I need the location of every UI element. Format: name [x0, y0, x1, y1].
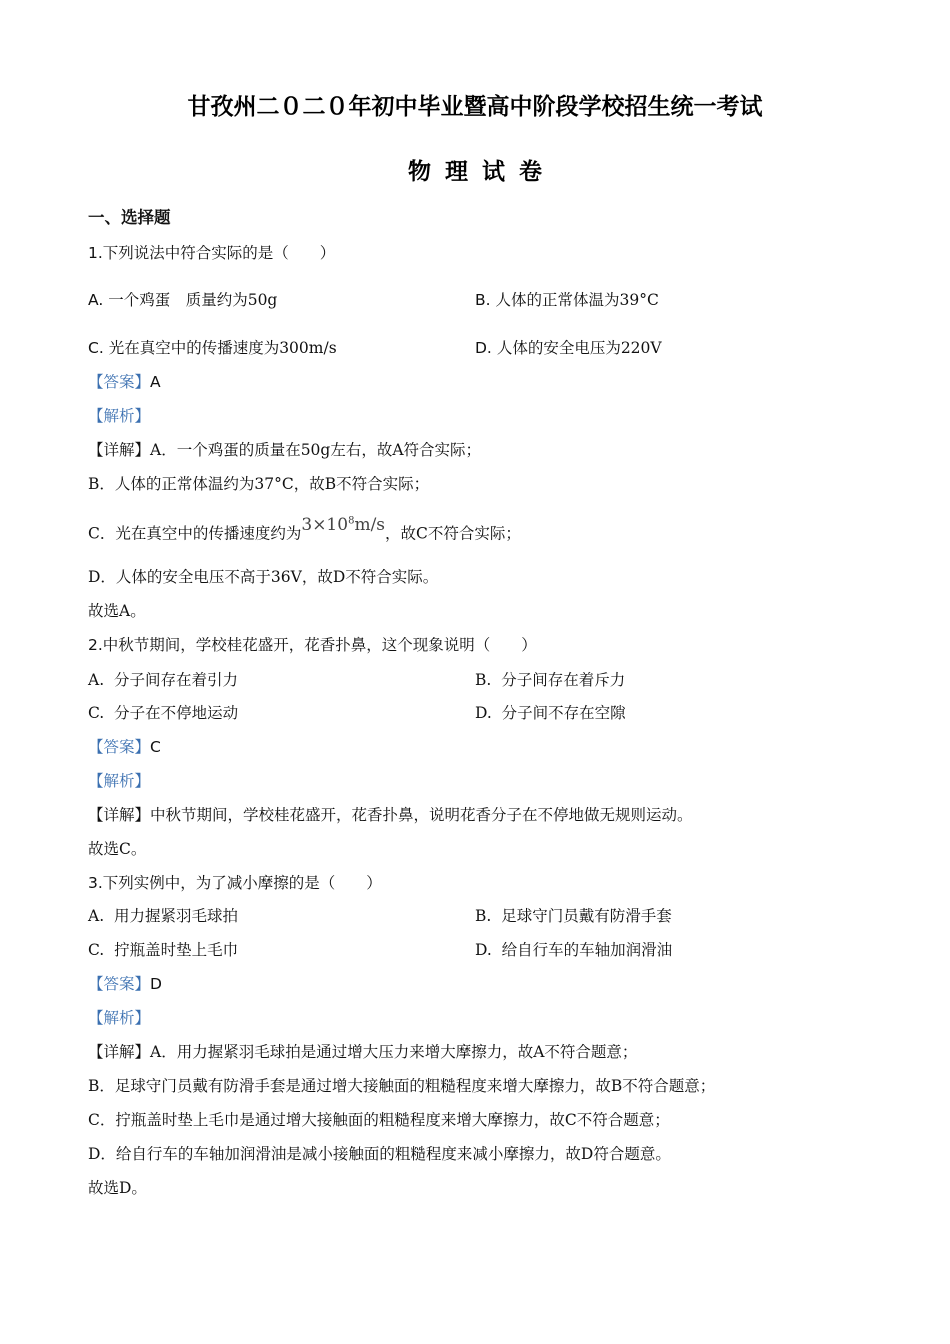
formula-unit: m/s	[354, 514, 386, 535]
question-1-analysis-tag	[88, 406, 150, 426]
option-text: 人体的安全电压为220V	[496, 339, 662, 357]
question-2-option-c	[88, 703, 238, 723]
question-2-analysis-tag	[88, 771, 150, 791]
question-3-option-c	[88, 940, 238, 960]
option-text: 光在真空中的传播速度为300m/s	[108, 339, 337, 357]
option-letter: C.	[88, 941, 105, 959]
question-1-detail-d: D．人体的安全电压不高于36V，故D不符合实际。	[88, 568, 439, 586]
question-2-conclusion: 故选C。	[88, 840, 147, 858]
option-letter: C.	[88, 704, 105, 722]
question-2-answer	[88, 737, 161, 757]
option-letter: B.	[475, 291, 491, 309]
option-text: 足球守门员戴有防滑手套	[501, 907, 672, 925]
option-text: 分子在不停地运动	[114, 704, 239, 722]
formula-base: 3×10	[301, 514, 349, 535]
question-3-stem: 3.下列实例中，为了减小摩擦的是（ ）	[88, 874, 382, 892]
option-text: 拧瓶盖时垫上毛巾	[114, 941, 239, 959]
analysis-tag: 【解析】	[88, 1009, 151, 1027]
option-letter: B.	[475, 671, 492, 689]
answer-value: D	[150, 975, 162, 993]
question-3-detail-b: B．足球守门员戴有防滑手套是通过增大接触面的粗糙程度来增大摩擦力，故B不符合题意；	[88, 1077, 716, 1095]
question-3-detail-d: D．给自行车的车轴加润滑油是减小接触面的粗糙程度来减小摩擦力，故D符合题意。	[88, 1145, 671, 1163]
question-2-option-b	[475, 670, 625, 690]
question-3-detail-a: 【详解】A．用力握紧羽毛球拍是通过增大压力来增大摩擦力，故A不符合题意；	[88, 1043, 638, 1061]
answer-value: C	[150, 738, 161, 756]
option-text: 人体的正常体温为39°C	[495, 291, 659, 309]
question-1-option-a	[88, 290, 277, 310]
answer-tag: 【答案】	[88, 738, 151, 756]
question-3-detail-c: C．拧瓶盖时垫上毛巾是通过增大接触面的粗糙程度来增大摩擦力，故C不符合题意；	[88, 1111, 670, 1129]
question-1-conclusion: 故选A。	[88, 602, 146, 620]
option-letter: C.	[88, 339, 104, 357]
question-3-option-a	[88, 906, 238, 926]
question-1-option-d	[475, 338, 662, 358]
question-3-conclusion: 故选D。	[88, 1179, 147, 1197]
question-2-detail: 【详解】中秋节期间，学校桂花盛开，花香扑鼻，说明花香分子在不停地做无规则运动。	[88, 806, 693, 824]
question-1-option-c	[88, 338, 337, 358]
option-text: 一个鸡蛋 质量约为50g	[108, 291, 278, 309]
option-text: 分子间存在着引力	[113, 671, 238, 689]
option-letter: A.	[88, 907, 105, 925]
question-1-stem: 1.下列说法中符合实际的是（ ）	[88, 244, 336, 262]
question-2-option-d	[475, 703, 626, 723]
speed-of-light-formula	[301, 515, 385, 535]
question-1-detail-b: B．人体的正常体温约为37°C，故B不符合实际；	[88, 475, 430, 493]
question-3-analysis-tag	[88, 1008, 150, 1028]
answer-tag: 【答案】	[88, 373, 151, 391]
detail-text: C．光在真空中的传播速度约为	[88, 524, 302, 543]
question-1-answer	[88, 372, 161, 392]
option-text: 用力握紧羽毛球拍	[113, 907, 238, 925]
question-2-stem: 2.中秋节期间，学校桂花盛开，花香扑鼻，这个现象说明（ ）	[88, 636, 537, 654]
exam-subtitle: 物理试卷	[408, 159, 556, 185]
question-3-option-d	[475, 940, 672, 960]
question-1-option-b	[475, 290, 659, 310]
question-2-option-a	[88, 670, 238, 690]
question-1-detail-a: 【详解】A．一个鸡蛋的质量在50g左右，故A符合实际；	[88, 441, 482, 459]
question-3-option-b	[475, 906, 672, 926]
option-letter: A.	[88, 291, 104, 309]
analysis-tag: 【解析】	[88, 407, 151, 425]
option-letter: D.	[475, 339, 492, 357]
option-letter: A.	[88, 671, 105, 689]
option-letter: B.	[475, 907, 492, 925]
option-text: 分子间存在着斥力	[501, 671, 626, 689]
option-text: 分子间不存在空隙	[501, 704, 626, 722]
formula-exponent: 8	[348, 515, 355, 526]
option-letter: D.	[475, 941, 492, 959]
option-text: 给自行车的车轴加润滑油	[501, 941, 673, 959]
answer-tag: 【答案】	[88, 975, 151, 993]
analysis-tag: 【解析】	[88, 772, 151, 790]
question-3-answer	[88, 974, 162, 994]
question-1-detail-c	[88, 514, 521, 544]
answer-value: A	[150, 373, 161, 391]
detail-text: ，故C不符合实际；	[385, 524, 521, 543]
section-heading: 一、选择题	[88, 208, 171, 227]
option-letter: D.	[475, 704, 492, 722]
exam-title: 甘孜州二０二０年初中毕业暨高中阶段学校招生统一考试	[187, 94, 763, 120]
